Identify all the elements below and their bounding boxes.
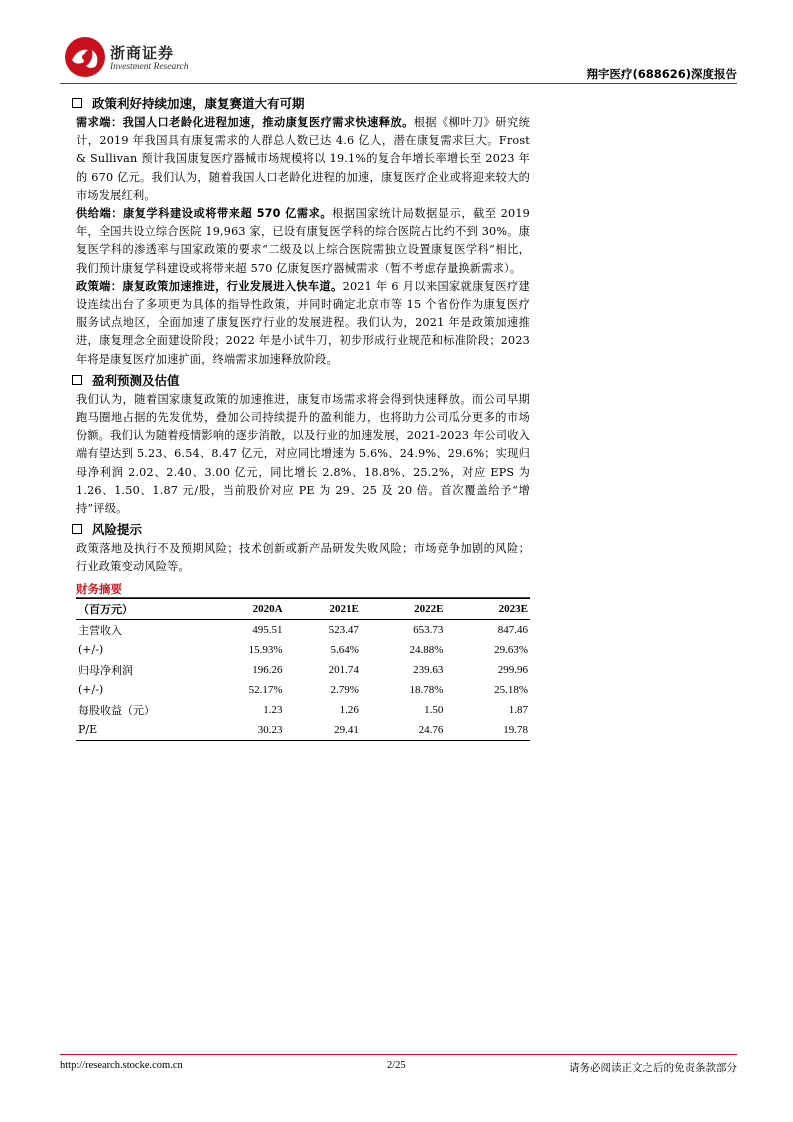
risk-paragraph: 政策落地及执行不及预期风险；技术创新或新产品研发失败风险；市场竞争加剧的风险；行业政策变动风险等。	[76, 542, 530, 574]
report-title: 翔宇医疗(688626)深度报告	[586, 67, 737, 81]
policy-lead: 政策端：康复政策加速推进，行业发展进入快车道。	[76, 279, 343, 293]
table-cell: 495.51	[252, 623, 283, 636]
table-cell: 30.23	[200, 720, 285, 741]
row-label: 每股收益（元）	[78, 703, 155, 717]
policy-text: 2021 年 6 月以来国家就康复医疗建设连续出台了多项更为具体的指导性政策，并同时确定北京市等 15 个省份作为康复医疗服务试点地区，全面加速了康复医疗行业的发展进程。我们认为，2021 年是政策加速推进，康复理念全面建设阶段；2022 年是小试牛刀，初步形成行业规范和标准阶段；2023 年将是康复医疗加速扩面，终端需求加速释放阶段。	[76, 279, 530, 366]
brand-logo-icon	[64, 36, 106, 78]
column-header: 2022E	[361, 598, 446, 619]
table-row	[76, 619, 530, 640]
section-policy-heading	[72, 92, 530, 114]
checkbox-bullet-icon	[72, 524, 82, 534]
table-row	[76, 700, 530, 720]
row-label: (+/-)	[78, 643, 104, 657]
table-header-row	[76, 598, 530, 619]
table-cell: 15.93%	[248, 643, 283, 656]
row-label: 主营收入	[78, 623, 122, 637]
forecast-paragraph: 我们认为，随着国家康复政策的加速推进，康复市场需求将会得到快速释放。而公司早期跑马圈地占据的先发优势，叠加公司持续提升的盈利能力，也将助力公司瓜分更多的市场份额。我们认为随着疫情影响的逐步消散，以及行业的加速发展，2021-2023 年公司收入端有望达到 5.23、6.54、8.47 亿元，对应同比增速为 5.6%、24.9%、29.6%；实现归母净利润 2.02、2.40、3.00 亿元，同比增长 2.8%、18.8%、25.2%，对应 EPS 为 1.26、1.50、1.87 元/股，当前股价对应 PE 为 29、25 及 20 倍。首次覆盖给予“增持”评级。	[76, 392, 530, 516]
table-row	[76, 640, 530, 660]
footer-url-link[interactable]: http://research.stocke.com.cn	[60, 1060, 183, 1071]
checkbox-bullet-icon	[72, 375, 82, 385]
table-cell: 1.26	[339, 703, 359, 716]
table-cell: 201.74	[328, 663, 359, 676]
table-row	[76, 720, 530, 741]
header-divider	[60, 83, 737, 84]
report-body	[76, 92, 530, 741]
row-label: P/E	[76, 720, 200, 741]
section-forecast-heading	[72, 369, 530, 391]
table-cell: 523.47	[328, 623, 359, 636]
section-title: 政策利好持续加速，康复赛道大有可期	[92, 96, 305, 111]
column-header: 2021E	[285, 598, 361, 619]
demand-lead: 需求端：我国人口老龄化进程加速，推动康复医疗需求快速释放。	[76, 116, 414, 129]
column-header: 2020A	[200, 598, 285, 619]
column-header: （百万元）	[76, 598, 200, 619]
table-cell: 29.63%	[494, 643, 528, 656]
table-cell: 25.18%	[494, 683, 528, 696]
brand-subtitle: Investment Research	[110, 62, 189, 72]
footer-disclaimer: 请务必阅读正文之后的免责条款部分	[569, 1062, 737, 1074]
row-label: 归母净利润	[78, 663, 133, 677]
section-title: 盈利预测及估值	[92, 372, 180, 388]
table-cell: 29.41	[285, 720, 361, 741]
row-label: (+/-)	[78, 683, 104, 697]
financial-summary-table	[76, 598, 530, 741]
table-cell: 18.78%	[409, 683, 444, 696]
section-title: 风险提示	[92, 522, 143, 538]
supply-paragraph	[76, 205, 530, 278]
column-header: 2023E	[445, 598, 530, 619]
table-row	[76, 660, 530, 680]
section-risk-heading	[72, 518, 530, 540]
table-cell: 1.23	[263, 703, 283, 716]
table-cell: 239.63	[413, 663, 444, 676]
table-cell: 299.96	[497, 663, 528, 676]
table-cell: 52.17%	[248, 683, 283, 696]
table-cell: 196.26	[252, 663, 283, 676]
supply-text: 根据国家统计局数据显示，截至 2019 年，全国共设立综合医院 19,963 家，已设有康复医学科的综合医院占比约不到 30%。康复医学科的渗透率与国家政策的要求“二级及以上综合医院需独立设置康复医学科”相比，我们预计康复学科建设或将带来超 570 亿康复医疗器械需求（暂不考虑存量换新需求）。	[76, 207, 530, 275]
demand-paragraph	[76, 114, 530, 205]
demand-text: 根据《柳叶刀》研究统计，2019 年我国具有康复需求的人群总人数已达 4.6 亿人，潜在康复需求巨大。Frost & Sullivan 预计我国康复医疗器械市场规模将以 19.1%的复合年增长率增长至 2023 年的 670 亿元。我们认为，随着我国人口老龄化进程的加速，康复医疗企业或将迎来较大的市场发展红利。	[76, 116, 530, 202]
footer-divider	[60, 1054, 737, 1055]
table-cell: 19.78	[445, 720, 530, 741]
table-cell: 2.79%	[330, 683, 359, 696]
brand-name: 浙商证券	[110, 44, 175, 62]
table-cell: 1.50	[424, 703, 444, 716]
checkbox-bullet-icon	[72, 98, 82, 108]
table-cell: 5.64%	[330, 643, 359, 656]
table-cell: 1.87	[508, 703, 528, 716]
table-row	[76, 680, 530, 700]
financial-summary-title: 财务摘要	[76, 581, 530, 598]
supply-lead: 供给端：康复学科建设或将带来超 570 亿需求。	[76, 207, 333, 221]
policy-paragraph	[76, 278, 530, 369]
table-cell: 24.76	[361, 720, 446, 741]
page-number: 2/25	[387, 1060, 406, 1071]
table-cell: 653.73	[413, 623, 444, 636]
table-cell: 24.88%	[409, 643, 444, 656]
table-cell: 847.46	[497, 623, 528, 636]
